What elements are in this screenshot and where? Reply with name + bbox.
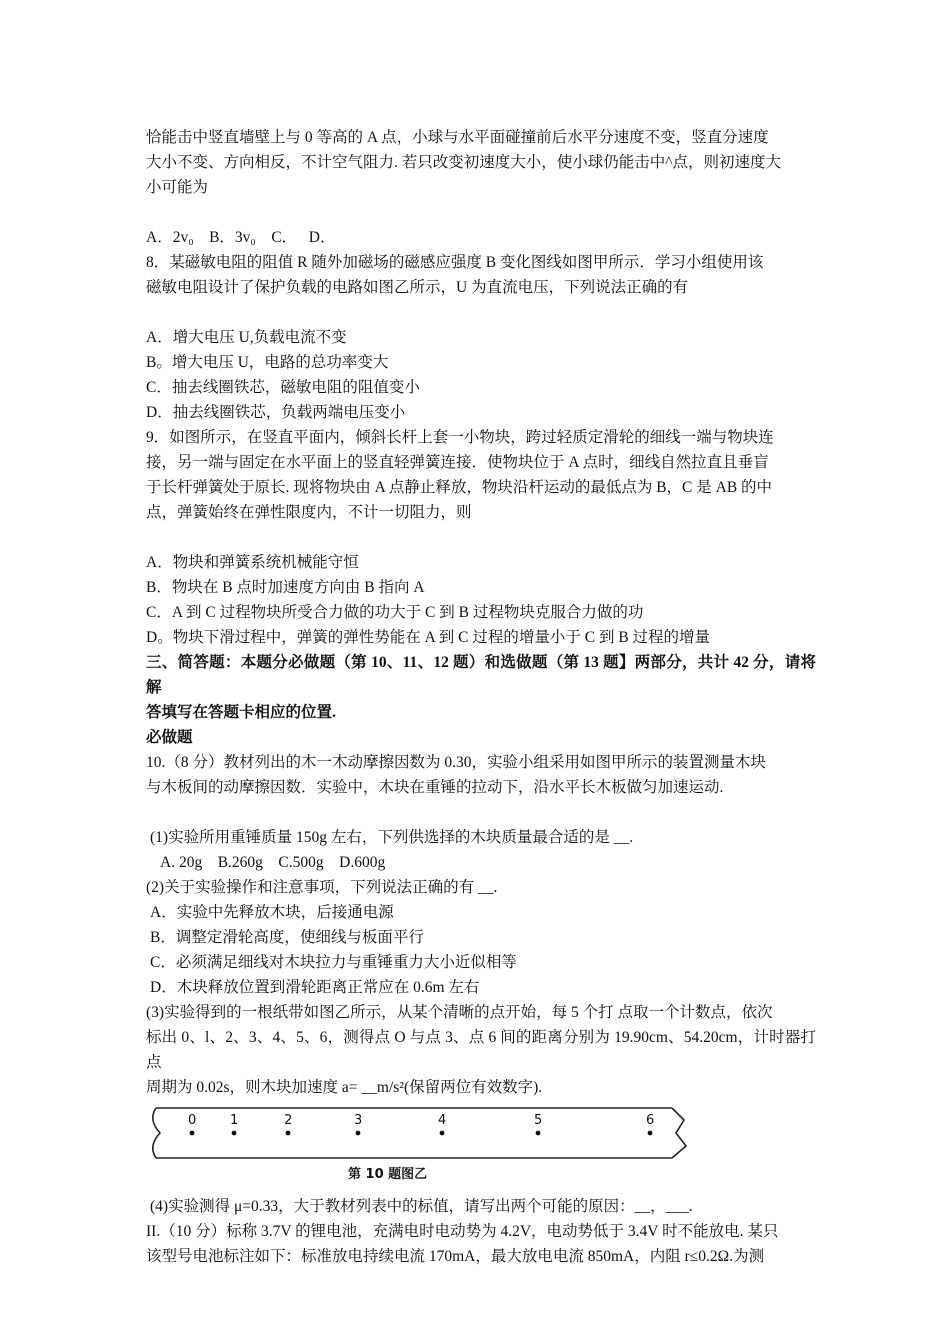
q8-stem: 8．某磁敏电阻的阻值 R 随外加磁场的磁感应强度 B 变化图线如图甲所示．学习小组使用该 [146, 254, 764, 271]
q8-option-a: A．增大电压 U,负载电流不变 [146, 329, 347, 346]
q11-stem: 该型号电池标注如下：标准放电持续电流 170mA，最大放电电流 850mA，内阻 r≤0.2Ω.为测 [146, 1248, 765, 1265]
tick-label-0: 0 [188, 1113, 197, 1128]
tick-label-5: 5 [534, 1113, 543, 1128]
q10-sub3: 标出 0、l、2、3、4、5、6，测得点 O 与点 3、点 6 间的距离分别为 19.90cm、54.20cm，计时器打点 [146, 1029, 816, 1071]
q10-sub4: (4)实验测得 μ=0.33，大于教材列表中的标值，请写出两个可能的原因：__，___. [150, 1198, 693, 1215]
q10-stem: 与木板间的动摩擦因数．实验中，木块在重锤的拉动下，沿水平长木板做匀加速运动. [146, 779, 724, 796]
q8-option-b: B。增大电压 U，电路的总功率变大 [146, 354, 389, 371]
tick-label-1: 1 [230, 1113, 239, 1128]
q9-option-b: B．物块在 B 点时加速度方向由 B 指向 A [146, 579, 425, 596]
figure-caption: 第 10 题图乙 [348, 1167, 428, 1182]
q9-stem: 于长杆弹簧处于原长. 现将物块由 A 点静止释放，物块沿杆运动的最低点为 B，C 是 AB 的中 [146, 479, 773, 496]
q10-sub2-option-d: D．木块释放位置到滑轮距离正常应在 0.6m 左右 [150, 979, 480, 996]
paper-tape-figure [150, 1106, 710, 1186]
q10-sub2: (2)关于实验操作和注意事项，下列说法正确的有 __. [146, 879, 498, 896]
q10-sub2-option-c: C．必须满足细线对木块拉力与重锤重力大小近似相等 [150, 954, 517, 971]
q10-stem: 10.（8 分）教材列出的木一木动摩擦因数为 0.30，实验小组采用如图甲所示的装置测量木块 [146, 754, 767, 771]
tick-label-2: 2 [284, 1113, 293, 1128]
tick-label-6: 6 [646, 1113, 655, 1128]
q10-sub1: (1)实验所用重锤质量 150g 左右，下列供选择的木块质量最合适的是 __. [150, 829, 634, 846]
text-line: 恰能击中竖直墙壁上与 0 等高的 A 点，小球与水平面碰撞前后水平分速度不变，竖直分速度 [146, 129, 769, 146]
q10-sub2-option-a: A．实验中先释放木块，后接通电源 [150, 904, 394, 921]
q9-option-d: D。物块下滑过程中，弹簧的弹性势能在 A 到 C 过程的增量小于 C 到 B 过程的增量 [146, 629, 711, 646]
tick-label-4: 4 [438, 1113, 447, 1128]
q9-option-c: C．A 到 C 过程物块所受合力做的功大于 C 到 B 过程物块克服合力做的功 [146, 604, 644, 621]
q8-option-d: D．抽去线圈铁芯，负载两端电压变小 [146, 404, 406, 421]
section-heading: 答填写在答题卡相应的位置. [146, 704, 336, 721]
q9-option-a: A．物块和弹簧系统机械能守恒 [146, 554, 359, 571]
q10-sub3: 周期为 0.02s，则木块加速度 a= __m/s²(保留两位有效数字). [146, 1079, 543, 1096]
q11-stem: II.（10 分）标称 3.7V 的锂电池，充满电时电动势为 4.2V，电动势低于 3.4V 时不能放电. 某只 [146, 1223, 779, 1240]
text-line: 大小不变、方向相反，不计空气阻力. 若只改变初速度大小，使小球仍能击中^点，则初速度大 [146, 154, 782, 171]
q9-stem: 9．如图所示，在竖直平面内，倾斜长杆上套一小物块，跨过轻质定滑轮的细线一端与物块连 [146, 429, 774, 446]
document-body [146, 125, 816, 1269]
section-heading: 三、简答题：本题分必做题（第 10、11、12 题）和选做题（第 13 题】两部分，共计 42 分，请将解 [146, 654, 816, 696]
q7-options: A．2v₀ B．3v₀ C． D． [146, 229, 336, 246]
q9-stem: 接，另一端与固定在水平面上的竖直轻弹簧连接．使物块位于 A 点时，细线自然拉直且垂盲 [146, 454, 769, 471]
text-line: 小可能为 [146, 179, 209, 196]
tick-label-3: 3 [354, 1113, 363, 1128]
q10-sub2-option-b: B．调整定滑轮高度，使细线与板面平行 [150, 929, 424, 946]
q8-option-c: C．抽去线圈铁芯，磁敏电阻的阻值变小 [146, 379, 420, 396]
q10-sub1-options: A. 20g B.260g C.500g D.600g [160, 854, 386, 871]
q9-stem: 点，弹簧始终在弹性限度内，不计一切阻力，则 [146, 504, 472, 521]
required-heading: 必做题 [146, 729, 193, 746]
q8-stem: 磁敏电阻设计了保护负载的电路如图乙所示，U 为直流电压，下列说法正确的有 [146, 279, 689, 296]
q10-sub3: (3)实验得到的一根纸带如图乙所示，从某个清晰的点开始，每 5 个打 点取一个计数点，依次 [146, 1004, 773, 1021]
